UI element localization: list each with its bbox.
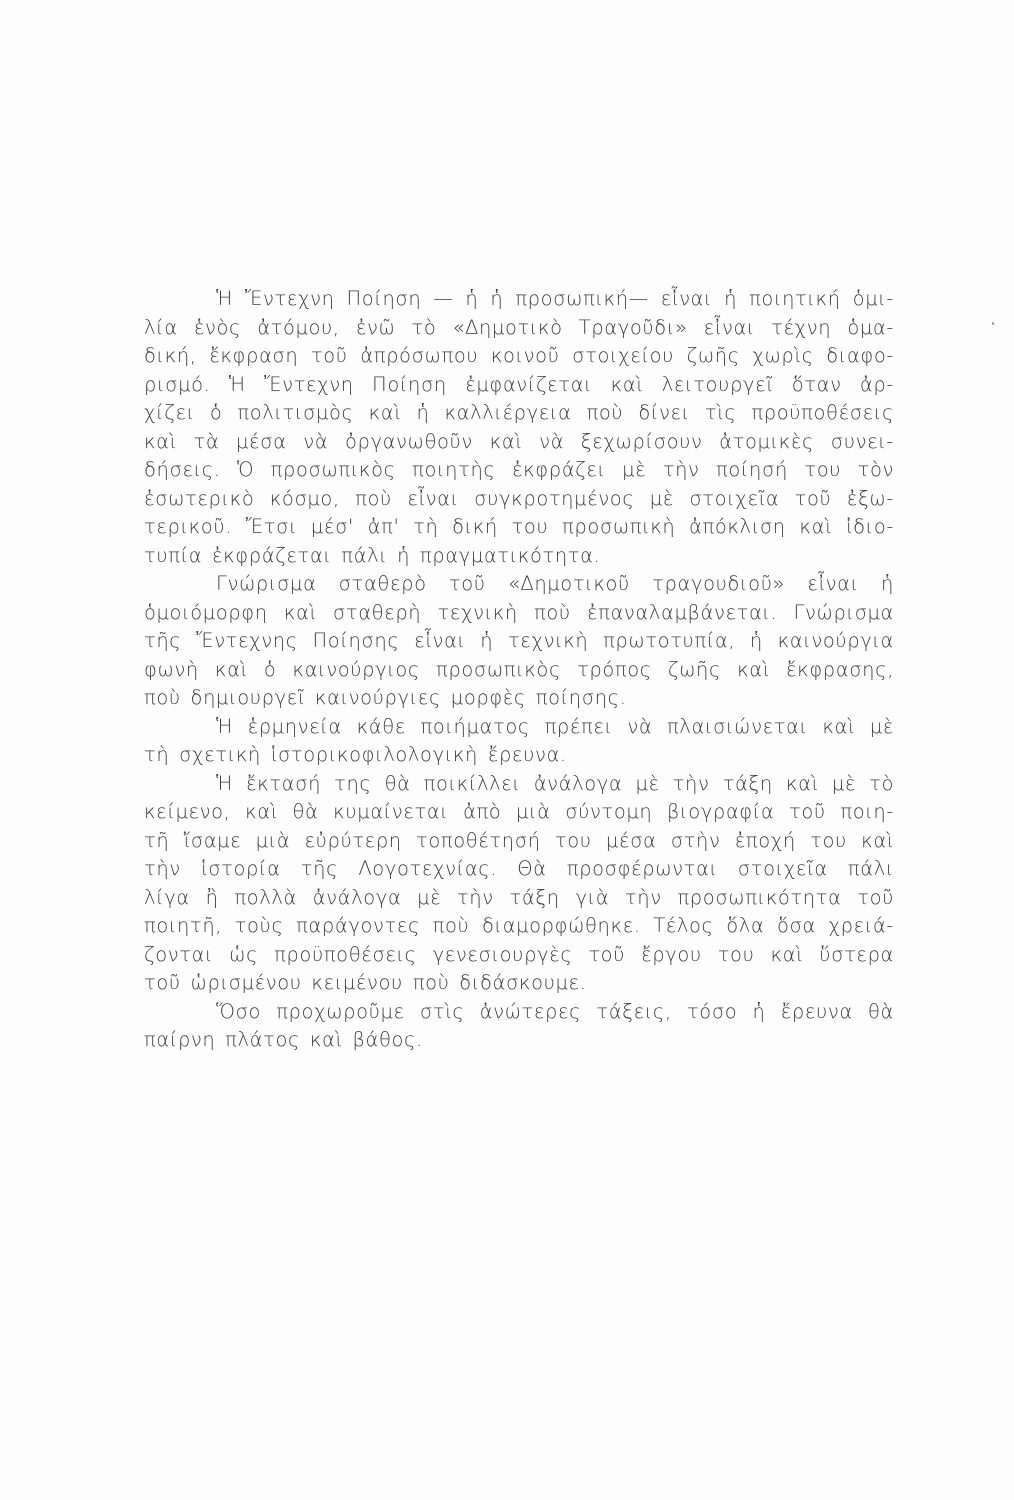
paragraph-5 [144,998,894,1055]
text-line: χίζει ὁ πολιτισμὸς καὶ ἡ καλλιέργεια ποὺ δίνει τὶς προϋποθέσεις [144,401,894,424]
text-line: κείμενο, καὶ θὰ κυμαίνεται ἀπὸ μιὰ σύντομη βιογραφία τοῦ ποιη- [144,800,894,823]
text-line: καὶ τὰ μέσα νὰ ὀργανωθοῦν καὶ νὰ ξεχωρίσουν ἀτομικὲς συνει- [144,429,894,453]
text-line: Ἡ Ἔντεχνη Ποίηση — ἡ ἡ προσωπική— εἶναι ἡ ποιητική ὁμι- [216,287,894,310]
paragraph-3 [144,713,894,770]
text-line: τοῦ ὡρισμένου κειμένου ποὺ διδάσκουμε. [144,971,587,994]
text-line: δήσεις. Ὁ προσωπικὸς ποιητὴς ἐκφράζει μὲ τὴν ποίησή του τὸν [144,458,894,481]
text-line: Γνώρισμα σταθερὸ τοῦ «Δημοτικοῦ τραγουδιοῦ» εἶναι ἡ [216,572,894,595]
text-line: φωνὴ καὶ ὁ καινούργιος προσωπικὸς τρόπος ζωῆς καὶ ἔκφρασης, [144,657,894,681]
text-line: τὴ σχετικὴ ἱστορικοφιλολογικὴ ἔρευνα. [144,743,567,766]
text-line: παίρνη πλάτος καὶ βάθος. [144,1028,423,1051]
paragraph-1 [144,285,894,570]
text-line: ρισμό. Ἡ Ἔντεχνη Ποίηση ἐμφανίζεται καὶ λειτουργεῖ ὅταν ἀρ- [144,372,894,396]
text-line: Ἡ ἑρμηνεία κάθε ποιήματος πρέπει νὰ πλαισιώνεται καὶ μὲ [216,714,894,738]
text-line: τερικοῦ. Ἔτσι μέσ' ἀπ' τὴ δική του προσωπικὴ ἀπόκλιση καὶ ἰδιο- [144,515,894,538]
paragraph-4 [144,770,894,998]
text-line: τῆ ἴσαμε μιὰ εὐρύτερη τοποθέτησή του μέσα στὴν ἐποχή του καὶ [144,828,894,852]
text-line: λίγα ἢ πολλὰ ἀνάλογα μὲ τὴν τάξη γιὰ τὴν προσωπικότητα τοῦ [144,885,894,909]
text-line: Ὅσο προχωροῦμε στὶς ἀνώτερες τάξεις, τόσο ἡ ἔρευνα θὰ [216,999,894,1023]
text-line: τυπία ἐκφράζεται πάλι ἡ πραγματικότητα. [144,543,601,567]
text-line: Ἡ ἔκτασή της θὰ ποικίλλει ἀνάλογα μὲ τὴν τάξη καὶ μὲ τὸ [216,771,894,795]
text-line: ποὺ δημιουργεῖ καινούργιες μορφὲς ποίησης. [144,686,627,709]
text-line: ποιητῆ, τοὺς παράγοντες ποὺ διαμορφώθηκε. Τέλος ὅλα ὅσα χρειά- [144,914,894,937]
text-line: τῆς Ἔντεχνης Ποίησης εἶναι ἡ τεχνικὴ πρωτοτυπία, ἡ καινούργια [144,629,894,652]
text-line: τὴν ἱστορία τῆς Λογοτεχνίας. Θὰ προσφέρωνται στοιχεῖα πάλι [144,857,894,880]
text-line: ὁμοιόμορφη καὶ σταθερὴ τεχνικὴ ποὺ ἐπαναλαμβάνεται. Γνώρισμα [144,600,894,624]
text-line: ἐσωτερικὸ κόσμο, ποὺ εἶναι συγκροτημένος μὲ στοιχεῖα τοῦ ἐξω- [144,486,894,510]
body-text [144,285,894,1055]
text-line: ζονται ὡς προϋποθέσεις γενεσιουργὲς τοῦ ἔργου του καὶ ὕστερα [144,942,894,966]
paragraph-2 [144,570,894,713]
text-line: λία ἑνὸς ἀτόμου, ἐνῶ τὸ «Δημοτικὸ Τραγοῦδι» εἶναι τέχνη ὁμα- [144,315,894,339]
text-line: δική, ἔκφραση τοῦ ἀπρόσωπου κοινοῦ στοιχείου ζωῆς χωρὶς διαφο- [144,344,894,367]
scan-speck [992,322,994,325]
